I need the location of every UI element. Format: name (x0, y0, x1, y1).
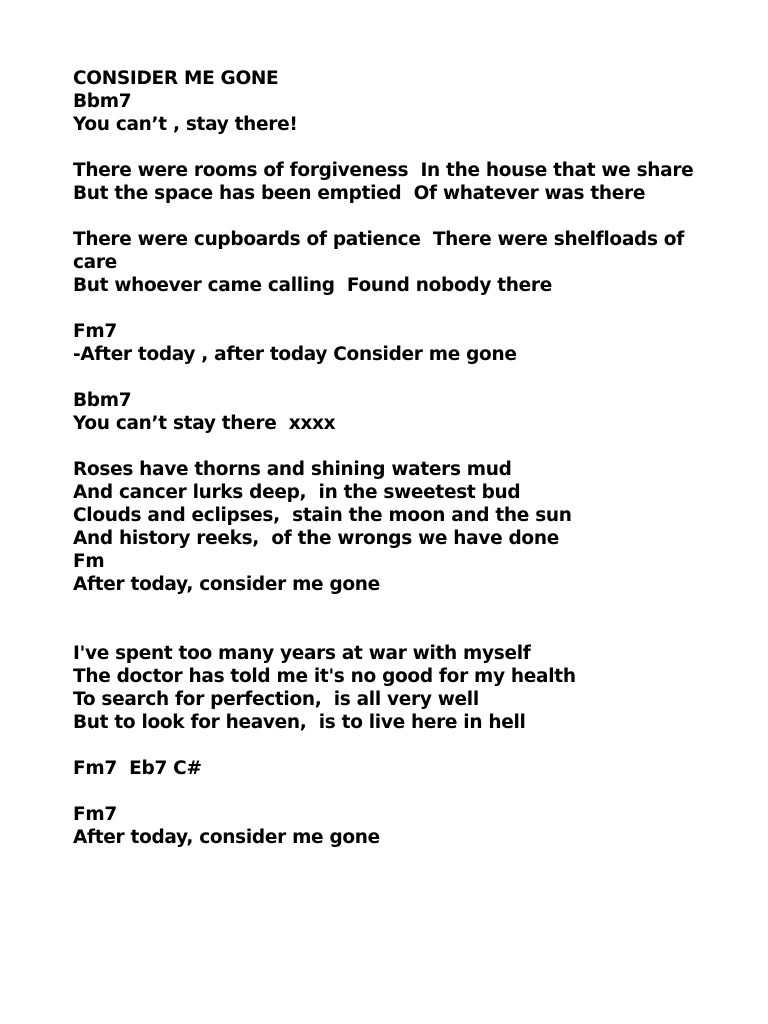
lyric-line: But whoever came calling Found nobody there (73, 275, 552, 296)
lyric-line: Clouds and eclipses, stain the moon and the sun (73, 505, 572, 526)
lyric-line: The doctor has told me it's no good for my health (73, 666, 576, 687)
lyric-line: And cancer lurks deep, in the sweetest bud (73, 482, 521, 503)
blank-line (73, 205, 733, 228)
song-title: CONSIDER ME GONE (73, 68, 279, 89)
blank-line (73, 136, 733, 159)
lyric-line: There were cupboards of patience There were shelfloads of care (73, 229, 691, 273)
lyrics-body (73, 90, 733, 849)
lyric-line: Bbm7 (73, 390, 132, 411)
lyric-line: Fm7 (73, 321, 117, 342)
document-page (73, 67, 733, 849)
blank-line (73, 734, 733, 757)
lyric-line: Fm7 (73, 804, 117, 825)
lyric-line: Fm (73, 551, 105, 572)
blank-line (73, 297, 733, 320)
blank-line (73, 619, 733, 642)
lyric-line: You can’t stay there xxxx (73, 413, 336, 434)
lyric-line: After today, consider me gone (73, 574, 380, 595)
lyric-line: After today, consider me gone (73, 827, 380, 848)
lyric-line: Bbm7 (73, 91, 132, 112)
lyric-line: There were rooms of forgiveness In the house that we share (73, 160, 694, 181)
lyric-line: -After today , after today Consider me gone (73, 344, 517, 365)
lyric-line: To search for perfection, is all very well (73, 689, 479, 710)
lyric-line: But the space has been emptied Of whatever was there (73, 183, 646, 204)
lyric-line: Fm7 Eb7 C# (73, 758, 202, 779)
blank-line (73, 596, 733, 619)
lyric-line: Roses have thorns and shining waters mud (73, 459, 512, 480)
blank-line (73, 435, 733, 458)
blank-line (73, 366, 733, 389)
lyric-line: You can’t , stay there! (73, 114, 298, 135)
lyric-line: But to look for heaven, is to live here in hell (73, 712, 526, 733)
lyric-line: I've spent too many years at war with myself (73, 643, 531, 664)
blank-line (73, 780, 733, 803)
lyric-line: And history reeks, of the wrongs we have done (73, 528, 559, 549)
